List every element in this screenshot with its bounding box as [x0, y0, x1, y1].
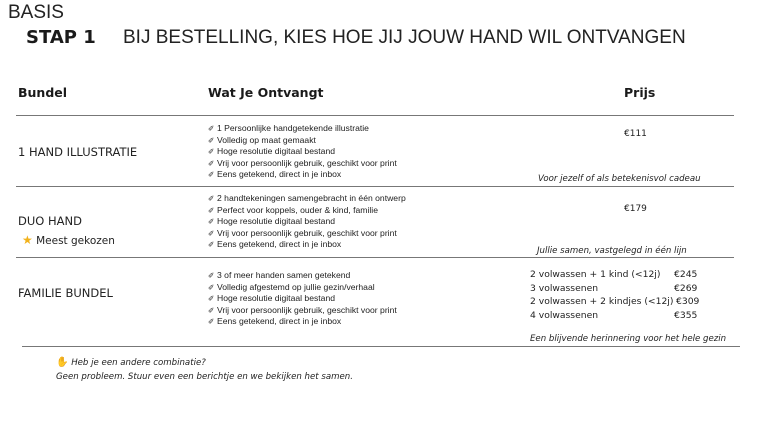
price-option-price: €245 — [674, 269, 698, 280]
row-divider — [16, 115, 734, 116]
pencil-tick-icon: ✐ — [208, 194, 215, 203]
list-item: ✐ 3 of meer handen samen getekend — [208, 270, 351, 280]
pencil-tick-icon: ✐ — [208, 217, 215, 227]
feature-list — [208, 123, 397, 181]
list-item: ✐ Volledig op maat gemaakt — [208, 134, 316, 145]
row-divider — [16, 186, 734, 187]
feature-list — [208, 270, 397, 328]
list-item: ✐ Hoge resolutie digitaal bestand — [208, 293, 336, 304]
column-header-prijs: Prijs — [624, 85, 656, 100]
price-option-price: €355 — [674, 310, 698, 321]
bundle-tagline: Voor jezelf of als betekenisvol cadeau — [538, 174, 701, 184]
bundle-tagline: Jullie samen, vastgelegd in één lijn — [537, 246, 687, 256]
list-item: ✐ Hoge resolutie digitaal bestand — [208, 216, 336, 227]
price-option-label: 4 volwassenen — [530, 310, 599, 321]
pencil-tick-icon: ✐ — [208, 240, 215, 250]
price-option-label: 2 volwassen + 1 kind (<12j) — [530, 269, 661, 280]
pencil-tick-icon: ✐ — [208, 282, 215, 292]
list-item: ✐ Vrij voor persoonlijk gebruik, geschikt voor print — [208, 227, 397, 238]
feature-list — [208, 193, 406, 251]
price-option-price: €269 — [674, 283, 698, 294]
pencil-tick-icon: ✐ — [208, 294, 215, 304]
row-divider — [22, 346, 740, 347]
list-item: ✐ Vrij voor persoonlijk gebruik, geschikt voor print — [208, 304, 397, 315]
pencil-tick-icon: ✐ — [208, 124, 215, 133]
list-item: ✐ Hoge resolutie digitaal bestand — [208, 146, 336, 157]
bundle-price: €179 — [624, 204, 647, 214]
star-icon: ★ — [22, 233, 33, 247]
pencil-tick-icon: ✐ — [208, 158, 215, 168]
bundle-tagline: Een blijvende herinnering voor het hele gezin — [530, 334, 727, 344]
list-item: ✐ Eens getekend, direct in je inbox — [208, 316, 342, 327]
price-option-label: 3 volwassenen — [530, 283, 599, 294]
column-header-bundel: Bundel — [18, 85, 68, 100]
list-item: ✐ Eens getekend, direct in je inbox — [208, 169, 342, 180]
custom-combination-note: ✋ Heb je een andere combinatie? — [56, 357, 206, 368]
bundle-name: DUO HAND — [18, 214, 82, 228]
pencil-tick-icon: ✐ — [208, 135, 215, 145]
custom-combination-subnote: Geen probleem. Stuur even een berichtje en we bekijken het samen. — [56, 372, 353, 382]
pencil-tick-icon: ✐ — [208, 305, 215, 315]
pencil-tick-icon: ✐ — [208, 170, 215, 180]
step-label: STAP 1 — [26, 27, 96, 48]
row-divider — [16, 257, 734, 258]
bundle-price: €111 — [624, 129, 647, 139]
price-option-label: 2 volwassen + 2 kindjes (<12j) — [530, 296, 674, 307]
list-item: ✐ 2 handtekeningen samengebracht in één ontwerp — [208, 193, 406, 203]
column-header-wat-je-ontvangt: Wat Je Ontvangt — [208, 85, 324, 100]
pencil-tick-icon: ✐ — [208, 271, 215, 280]
pencil-tick-icon: ✐ — [208, 317, 215, 327]
price-option-price: €309 — [676, 296, 700, 307]
list-item: ✐ Volledig afgestemd op jullie gezin/verhaal — [208, 281, 375, 292]
waving-hand-icon: ✋ — [56, 357, 69, 368]
bundle-name: FAMILIE BUNDEL — [18, 286, 113, 300]
most-chosen-badge: ★ Meest gekozen — [22, 233, 115, 247]
list-item: ✐ Perfect voor koppels, ouder & kind, familie — [208, 204, 378, 215]
pencil-tick-icon: ✐ — [208, 228, 215, 238]
pencil-tick-icon: ✐ — [208, 147, 215, 157]
list-item: ✐ 1 Persoonlijke handgetekende illustratie — [208, 123, 369, 133]
page-title: BIJ BESTELLING, KIES HOE JIJ JOUW HAND WIL ONTVANGEN — [123, 27, 686, 48]
list-item: ✐ Eens getekend, direct in je inbox — [208, 239, 342, 250]
basis-label: BASIS — [8, 2, 64, 23]
list-item: ✐ Vrij voor persoonlijk gebruik, geschikt voor print — [208, 157, 397, 168]
pencil-tick-icon: ✐ — [208, 205, 215, 215]
bundle-name: 1 HAND ILLUSTRATIE — [18, 145, 138, 159]
